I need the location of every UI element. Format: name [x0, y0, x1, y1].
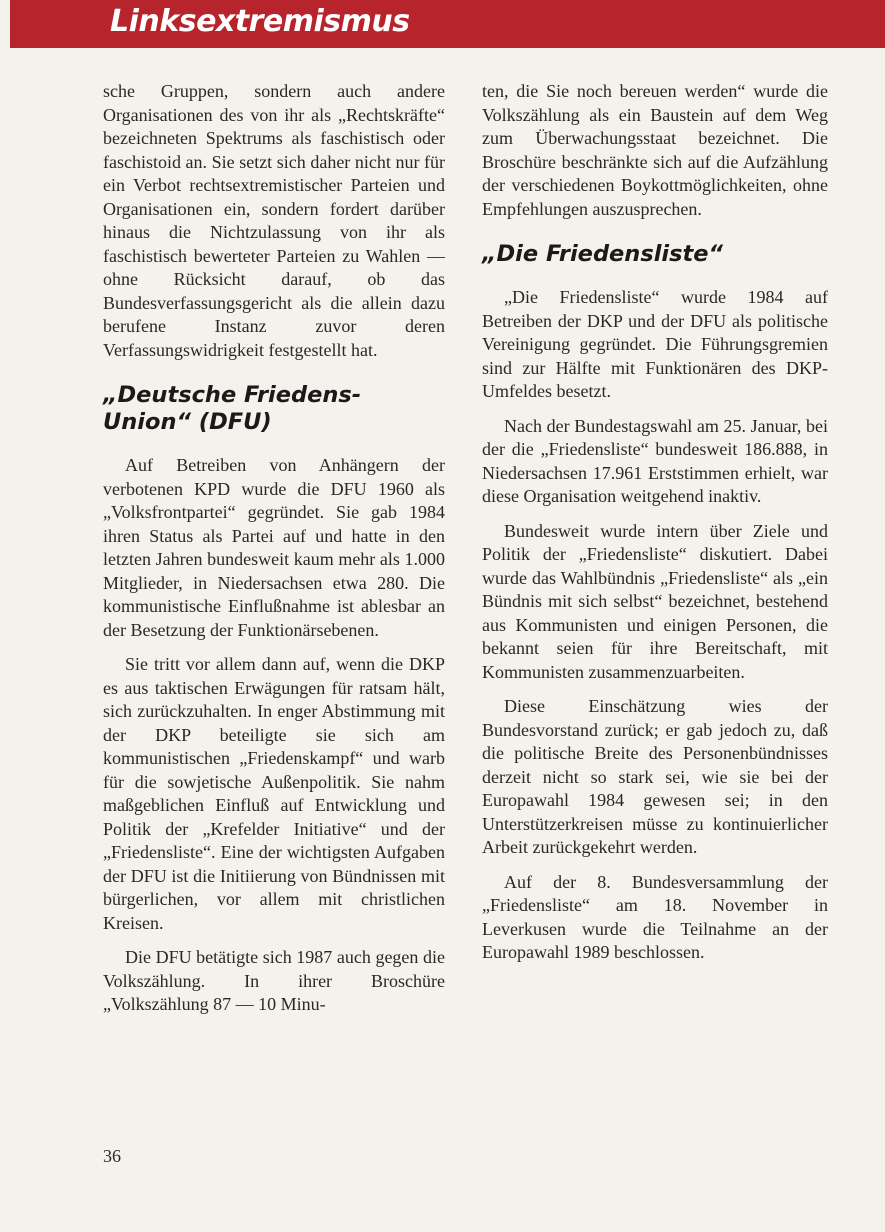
- paragraph: Diese Einschätzung wies der Bundesvorstand zurück; er gab jedoch zu, daß die politische Breite des Personenbündnisses derzeit nicht so stark sei, wie sie bei der Europawahl 1984 gewesen sei; in den Unterstützerkreisen müsse zu kontinuierlicher Arbeit zurückgekehrt werden.: [482, 696, 828, 857]
- paragraph: Bundesweit wurde intern über Ziele und Politik der „Friedensliste“ diskutiert. Dabei wurde das Wahlbündnis „Friedensliste“ als „ein Bündnis mit sich selbst“ bezeichnet, bestehend aus Kommunisten und einigen Personen, die bekannt seien für ihre Bereitschaft, mit Kommunisten zusammenzuarbeiten.: [482, 520, 828, 682]
- section-title: Linksextremismus: [110, 4, 410, 39]
- section-heading-friedensliste: „Die Friedensliste“: [482, 241, 724, 267]
- paragraph: „Die Friedensliste“ wurde 1984 auf Betreiben der DKP und der DFU als politische Vereinigung gegründet. Die Führungsgremien sind zur Hälfte mit Funktionären des DKP-Umfeldes besetzt.: [482, 287, 828, 401]
- paragraph: Sie tritt vor allem dann auf, wenn die DKP es aus taktischen Erwägungen für ratsam hält, sich zurückzuhalten. In enger Abstimmung mit der DKP beteiligte sie sich am kommunistischen „Friedenskampf“ und warb für die sowjetische Außenpolitik. Sie nahm maßgeblichen Einfluß auf Entwicklung und Politik der „Krefelder Initiative“ und der „Friedensliste“. Eine der wichtigsten Aufgaben der DFU ist die Initiierung von Bündnissen mit bürgerlichen, vor allem mit christlichen Kreisen.: [103, 654, 445, 933]
- paragraph: Die DFU betätigte sich 1987 auch gegen die Volkszählung. In ihrer Broschüre „Volkszählung 87 — 10 Minu-: [103, 947, 445, 1014]
- paragraph: ten, die Sie noch bereuen werden“ wurde die Volkszählung als ein Baustein auf dem Weg zum Überwachungsstaat bezeichnet. Die Broschüre beschränkte sich auf die Aufzählung der verschiedenen Boykottmöglichkeiten, ohne Empfehlungen auszusprechen.: [482, 81, 828, 219]
- section-heading-dfu: „Deutsche Friedens-Union“ (DFU): [103, 382, 362, 435]
- left-column: [103, 80, 445, 1028]
- right-column: [482, 80, 828, 976]
- paragraph: Nach der Bundestagswahl am 25. Januar, bei der die „Friedensliste“ bundesweit 186.888, in Niedersachsen 17.961 Erststimmen erhielt, war diese Organisation weitgehend inaktiv.: [482, 415, 828, 506]
- paragraph: sche Gruppen, sondern auch andere Organisationen des von ihr als „Rechtskräfte“ bezeichneten Spektrums als faschistisch oder faschistoid an. Sie setzt sich daher nicht nur für ein Verbot rechtsextremistischer Parteien und Organisationen ein, sondern fordert darüber hinaus die Nichtzulassung von ihr als faschistisch bewerteter Parteien zu Wahlen — ohne Rücksicht darauf, ob das Bundesverfassungsgericht als die allein dazu berufene Instanz zuvor deren Verfassungswidrigkeit festgestellt hat.: [103, 81, 445, 360]
- section-header-bar: [10, 0, 885, 48]
- paragraph: Auf der 8. Bundesversammlung der „Friedensliste“ am 18. November in Leverkusen wurde die Teilnahme an der Europawahl 1989 beschlossen.: [482, 871, 828, 962]
- page-number: 36: [103, 1146, 121, 1166]
- paragraph: Auf Betreiben von Anhängern der verbotenen KPD wurde die DFU 1960 als „Volksfrontpartei“ gegründet. Sie gab 1984 ihren Status als Partei auf und hatte in den letzten Jahren bundesweit kaum mehr als 1.000 Mitglieder, in Niedersachsen etwa 280. Die kommunistische Einflußnahme ist ablesbar an der Besetzung der Funktionärsebenen.: [103, 455, 445, 640]
